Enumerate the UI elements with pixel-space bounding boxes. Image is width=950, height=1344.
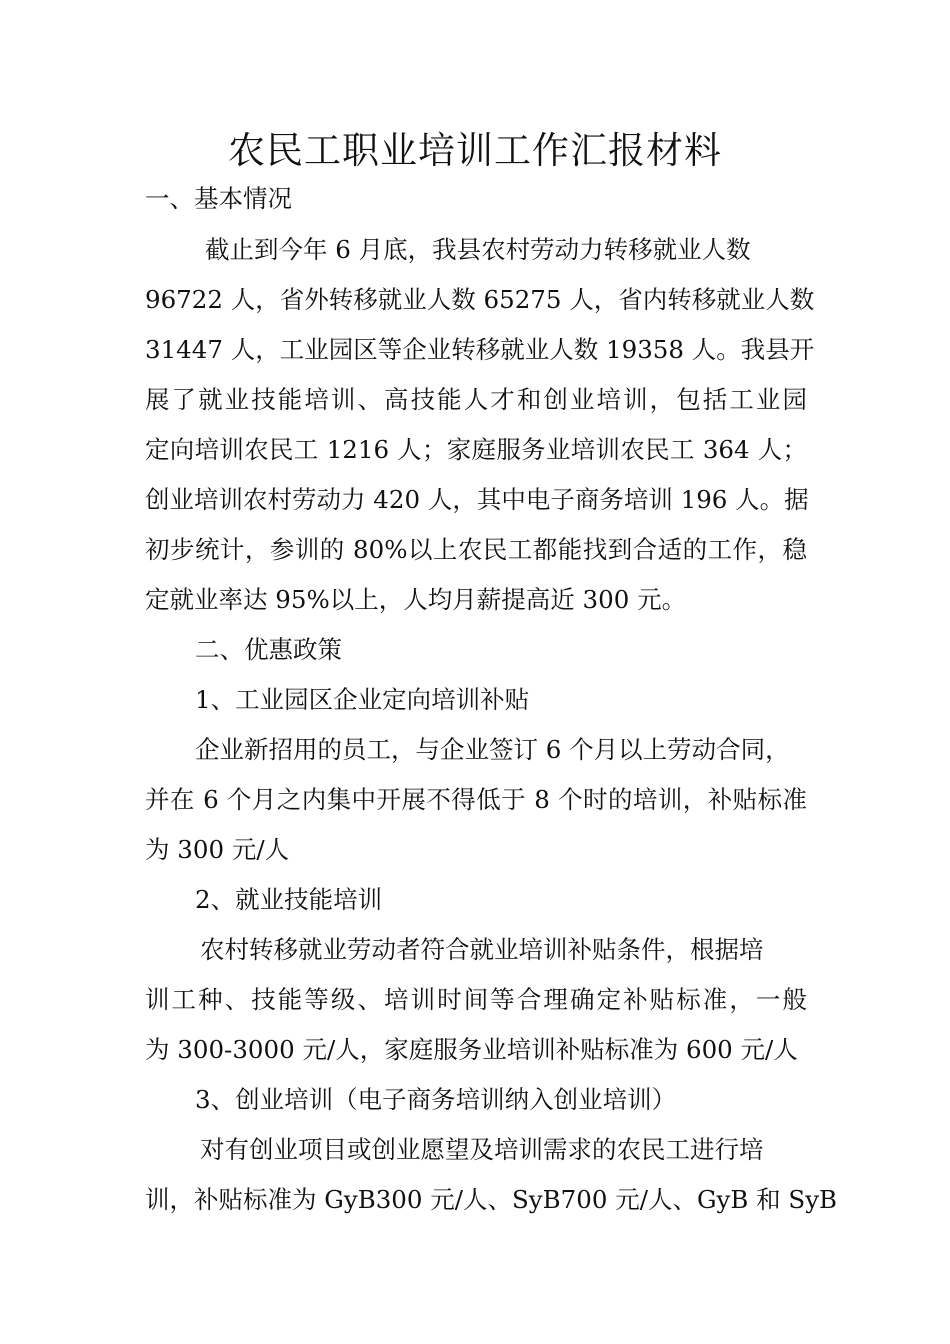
paragraph-line: 企业新招用的员工，与企业签订 6 个月以上劳动合同，	[195, 735, 790, 764]
paragraph-line: 31447 人，工业园区等企业转移就业人数 19358 人。我县开	[145, 335, 815, 364]
paragraph-line: 对有创业项目或创业愿望及培训需求的农民工进行培	[200, 1135, 764, 1164]
paragraph-line: 训工种、技能等级、培训时间等合理确定补贴标准，一般	[145, 985, 807, 1014]
paragraph-line: 为 300-3000 元/人，家庭服务业培训补贴标准为 600 元/人	[145, 1035, 798, 1064]
paragraph-line: 展了就业技能培训、高技能人才和创业培训，包括工业园	[145, 385, 807, 414]
policy-heading-3: 3、创业培训（电子商务培训纳入创业培训）	[195, 1085, 677, 1114]
paragraph-line: 创业培训农村劳动力 420 人，其中电子商务培训 196 人。据	[145, 485, 809, 514]
section-heading-basic-situation: 一、基本情况	[145, 184, 292, 213]
policy-heading-1: 1、工业园区企业定向培训补贴	[195, 685, 530, 714]
paragraph-line: 初步统计，参训的 80%以上农民工都能找到合适的工作，稳	[145, 535, 807, 564]
paragraph-line: 截止到今年 6 月底，我县农村劳动力转移就业人数	[205, 235, 751, 264]
paragraph-line: 96722 人，省外转移就业人数 65275 人，省内转移就业人数	[145, 285, 815, 314]
paragraph-line: 并在 6 个月之内集中开展不得低于 8 个时的培训，补贴标准	[145, 785, 807, 814]
paragraph-line: 定向培训农民工 1216 人；家庭服务业培训农民工 364 人；	[145, 435, 807, 464]
document-title: 农民工职业培训工作汇报材料	[228, 129, 722, 172]
paragraph-line: 训，补贴标准为 GyB300 元/人、SyB700 元/人、GyB 和 SyB	[145, 1185, 838, 1214]
paragraph-line: 定就业率达 95%以上，人均月薪提高近 300 元。	[145, 585, 687, 614]
paragraph-line: 为 300 元/人	[145, 835, 290, 864]
section-heading-preferential-policies: 二、优惠政策	[195, 635, 342, 664]
paragraph-line: 农村转移就业劳动者符合就业培训补贴条件，根据培	[200, 935, 764, 964]
policy-heading-2: 2、就业技能培训	[195, 885, 383, 914]
